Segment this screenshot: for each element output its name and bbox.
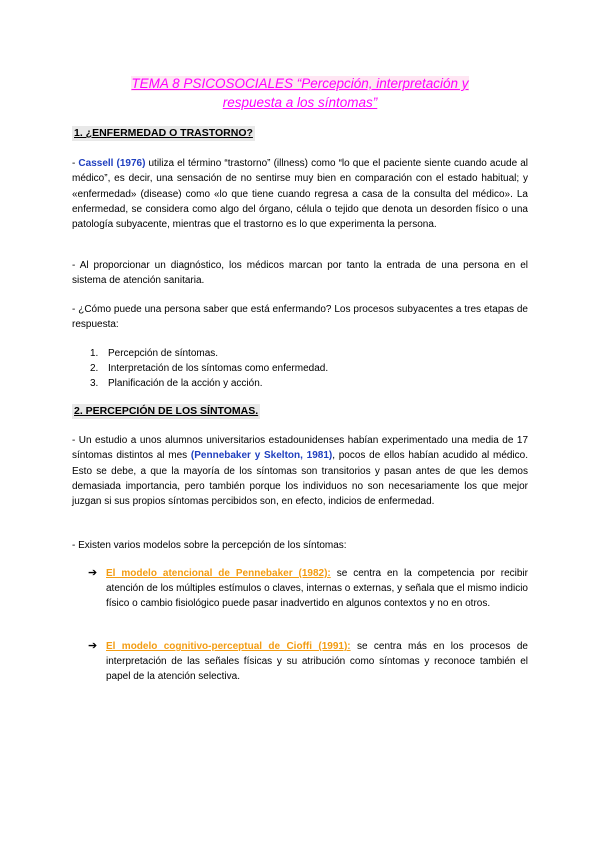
section-1-paragraph-2: - Al proporcionar un diagnóstico, los médicos marcan por tanto la entrada de una persona en el sistema de atención sanitaria.	[72, 260, 528, 287]
section-2-paragraph-2: - Existen varios modelos sobre la percepción de los síntomas:	[72, 540, 347, 551]
model-bullet: ➔ El modelo cognitivo-perceptual de Cioffi (1991): se centra más en los procesos de interpretación de las señales físicas y su atribución como síntomas y reconoce también el papel de la atención selectiva.	[88, 640, 528, 683]
section-1-paragraph-3: - ¿Cómo puede una persona saber que está enfermando? Los procesos subyacentes a tres etapas de respuesta:	[72, 304, 528, 331]
paragraph-prefix: -	[72, 158, 79, 169]
model-title-pennebaker: El modelo atencional de Pennebaker (1982):	[106, 568, 331, 579]
section-1-heading: 1. ¿ENFERMEDAD O TRASTORNO?	[74, 127, 253, 139]
arrow-right-icon: ➔	[88, 567, 98, 579]
section-2-heading: 2. PERCEPCIÓN DE LOS SÍNTOMAS.	[74, 405, 259, 417]
model-bullet: ➔ El modelo atencional de Pennebaker (1982): se centra en la competencia por recibir atención de los múltiples estímulos o claves, internas o externas, y señala que el mismo indicio físico o cambio fisiológico puede pasar inadvertido en algunos contextos y no en otros.	[88, 567, 528, 610]
model-title-cioffi: El modelo cognitivo-perceptual de Cioffi (1991):	[106, 641, 351, 652]
section-2-paragraph-1: - Un estudio a unos alumnos universitarios estadounidenses habían experimentado una media de 17 síntomas distintos al mes (Pennebaker y Skelton, 1981), pocos de ellos habían acudido al médico. Esto se debe, a que la mayoría de los síntomas son transitorios y pasan antes de que les demos demasiada importancia, pero también porque los individuos no son necesariamente los que mejor juzgan si sus propios síntomas percibidos son, en efecto, indicios de enfermedad.	[72, 435, 528, 508]
title-line-2: respuesta a los síntomas”	[222, 95, 378, 110]
list-item: 1. Percepción de síntomas.	[90, 348, 219, 359]
citation-pennebaker-skelton: (Pennebaker y Skelton, 1981)	[190, 450, 333, 462]
list-item: 3. Planificación de la acción y acción.	[90, 378, 263, 389]
arrow-right-icon: ➔	[88, 640, 98, 652]
title-line-1: TEMA 8 PSICOSOCIALES “Percepción, interpretación y	[131, 76, 469, 91]
list-item: 2. Interpretación de los síntomas como enfermedad.	[90, 363, 329, 374]
response-stages-list	[90, 346, 328, 391]
paragraph-text: utiliza el término “trastorno” (illness) como “lo que el paciente siente cuando acude al médico”, es decir, una sensación de no sentirse muy bien en comparación con el estado habitual; y «enfermedad» (disease) como «lo que tiene cuando regresa a casa de la consulta del médico». La enfermedad, se considera como algo del órgano, célula o tejido que denota un desorden físico o una patología subyacente, mientras que el trastorno es lo que experimenta la persona.	[72, 158, 528, 231]
section-1-paragraph-1	[72, 156, 528, 232]
document-title	[60, 74, 540, 112]
citation-cassell: Cassell (1976)	[78, 158, 146, 169]
